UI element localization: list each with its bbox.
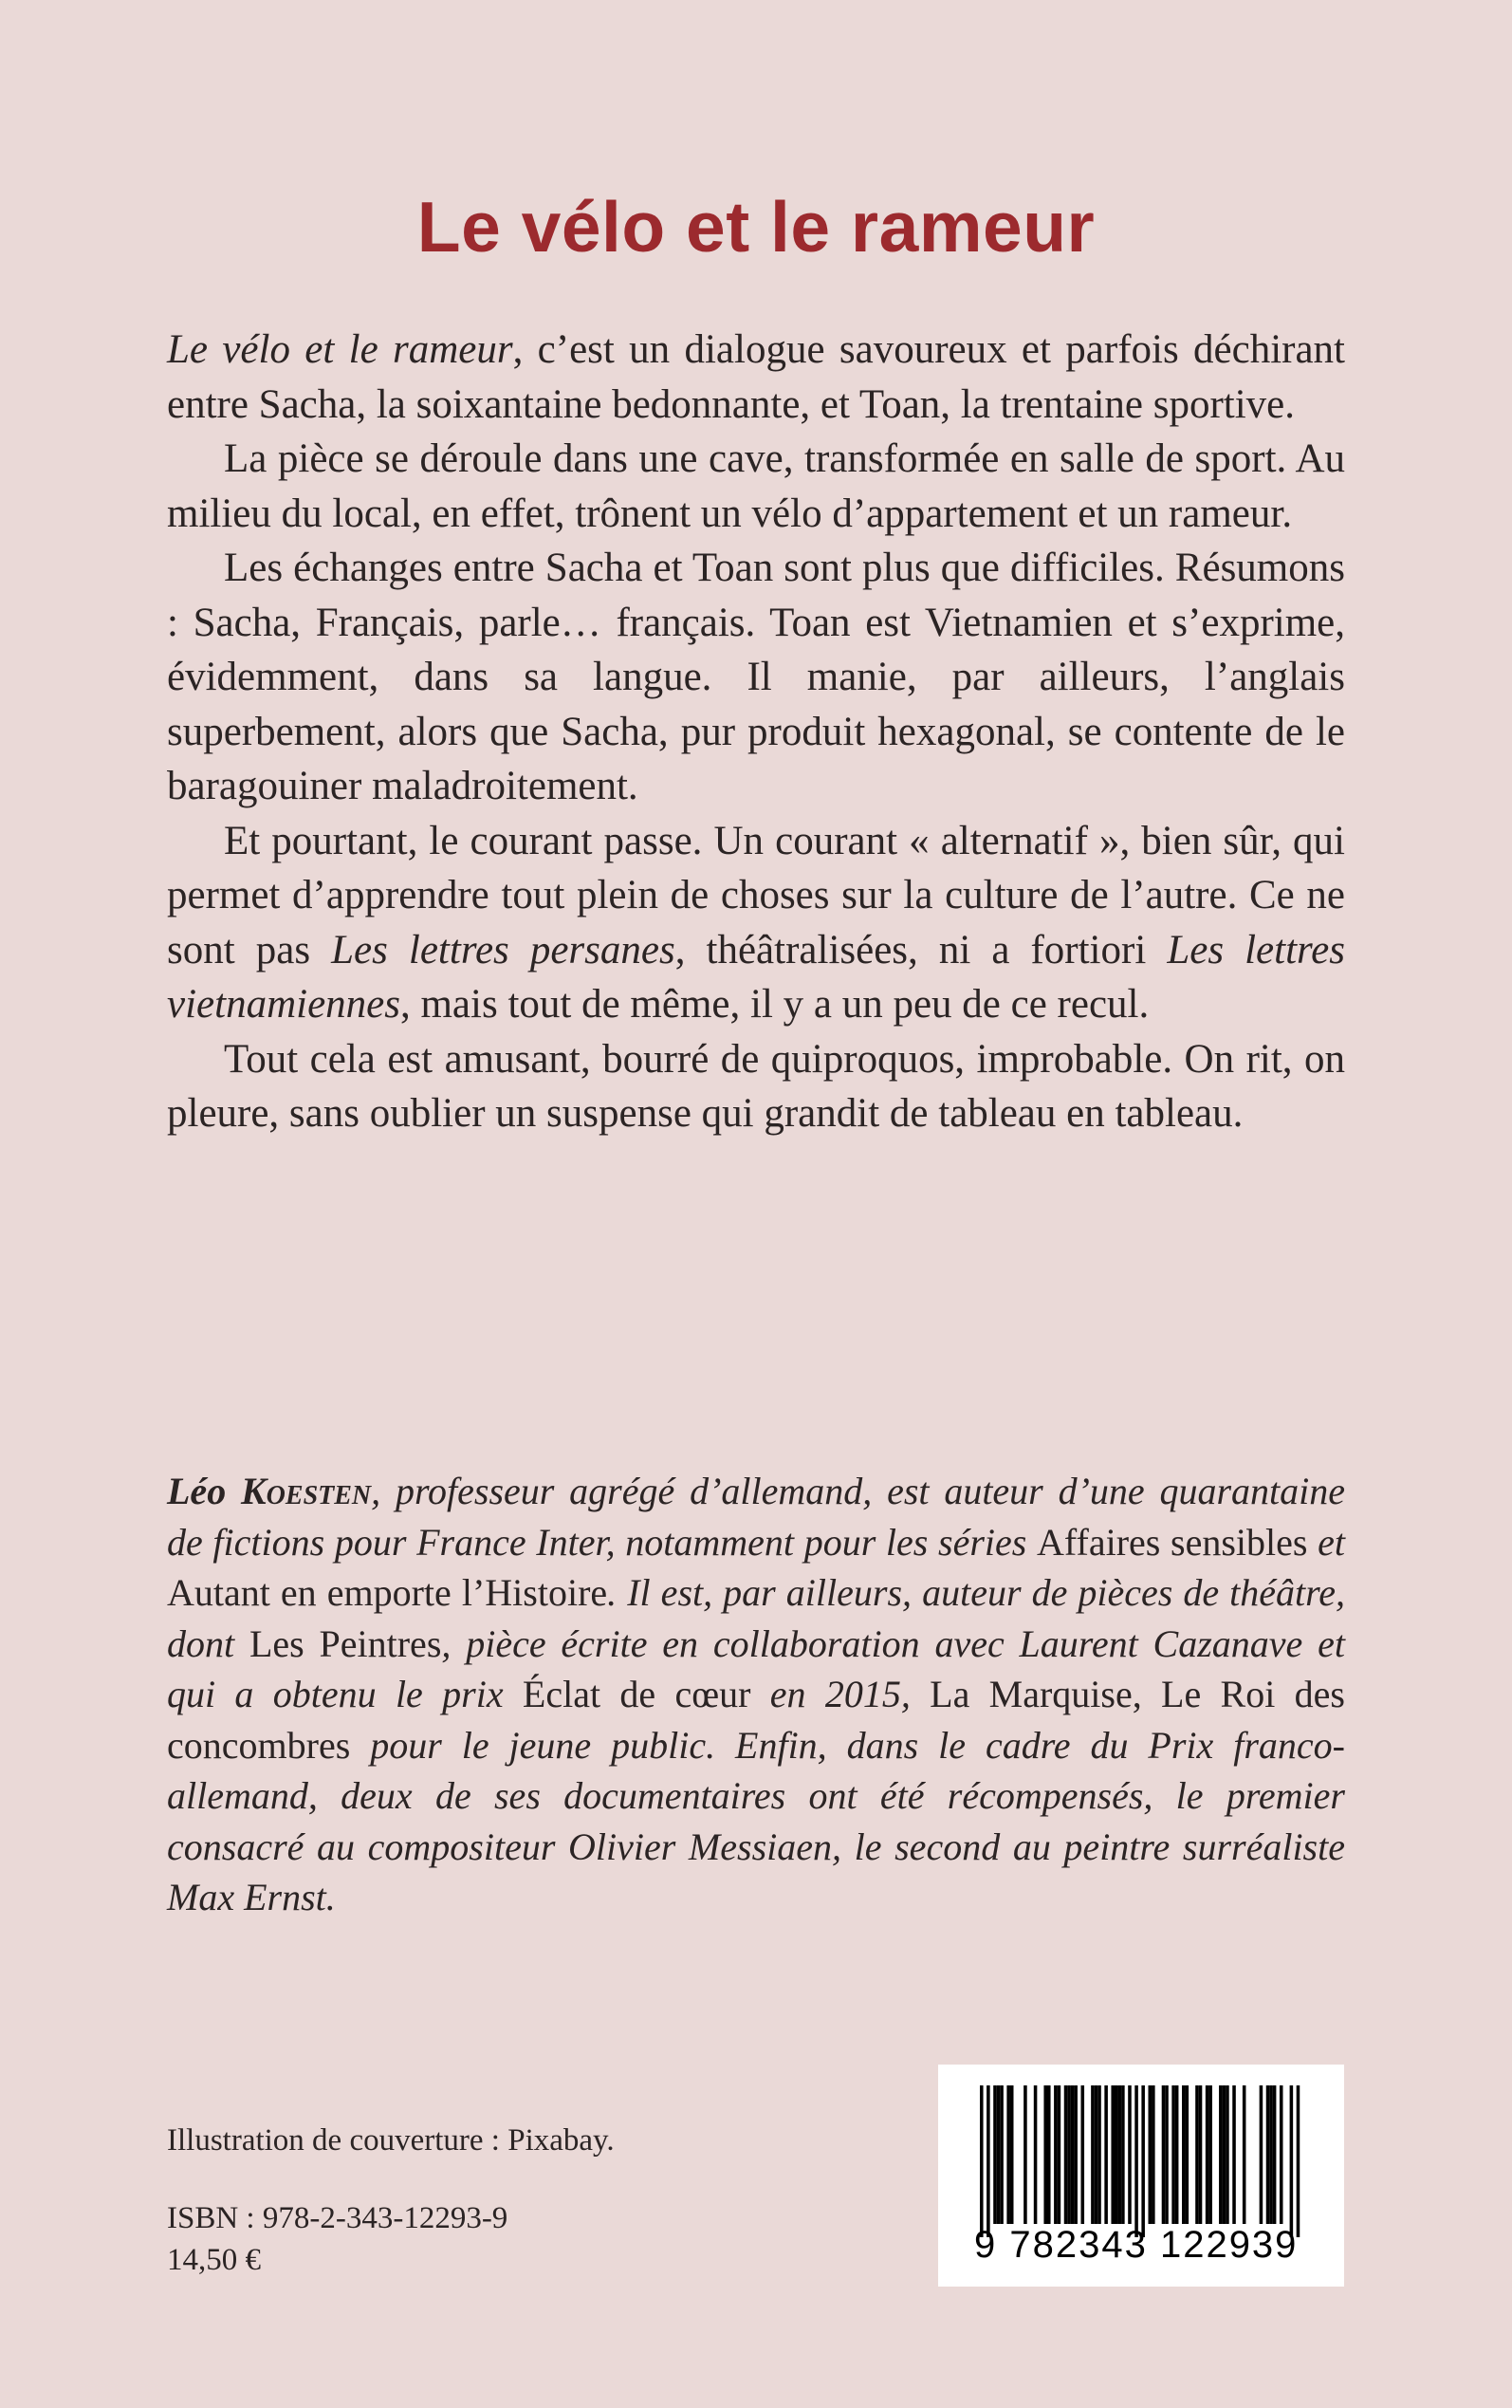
barcode-bar — [1260, 2085, 1263, 2224]
barcode-bar — [1280, 2085, 1283, 2224]
blurb-text: , mais tout de même, il y a un peu de ce recul. — [399, 982, 1150, 1027]
price: 14,50 € — [167, 2243, 261, 2277]
blurb — [167, 323, 1345, 1141]
barcode-bar — [1010, 2085, 1014, 2224]
barcode-bar — [1121, 2085, 1125, 2224]
barcode-bar — [980, 2085, 984, 2237]
author-last-name: Koesten — [241, 1470, 372, 1512]
bio-text: et — [1307, 1520, 1345, 1564]
barcode-bar — [1043, 2085, 1047, 2224]
bio-work-title: Autant en emporte l’Histoire — [167, 1571, 608, 1614]
barcode-bar — [1081, 2085, 1085, 2224]
blurb-paragraph — [167, 323, 1345, 432]
barcode-bar — [1111, 2085, 1115, 2224]
blurb-paragraph — [167, 814, 1345, 1032]
blurb-text: , théâtralisées, ni a fortiori — [674, 927, 1168, 972]
barcode-bar — [1219, 2085, 1223, 2224]
barcode-bar — [1232, 2085, 1236, 2224]
barcode-bar — [1226, 2085, 1229, 2224]
blurb-work-title: Les lettres vietnamiennes — [167, 927, 1345, 1027]
barcode-bar — [1034, 2085, 1038, 2224]
bio-text: en 2015, — [750, 1673, 931, 1715]
barcode-bar — [1067, 2085, 1071, 2224]
barcode — [938, 2065, 1344, 2287]
barcode-bar — [1074, 2085, 1078, 2224]
illustration-credit: Illustration de couverture : Pixabay. — [167, 2123, 615, 2158]
bio-text: . Il est, par ailleurs, auteur de pièces de théâtre, dont — [167, 1571, 1345, 1665]
barcode-bar — [1273, 2085, 1277, 2224]
author-first-name: Léo — [167, 1470, 241, 1512]
barcode-bar — [1182, 2085, 1186, 2224]
barcode-bar — [997, 2085, 1001, 2224]
isbn: ISBN : 978-2-343-12293-9 — [167, 2201, 508, 2235]
barcode-bar — [1064, 2085, 1068, 2224]
book-title: Le vélo et le rameur — [416, 187, 1096, 268]
author-bio — [167, 1466, 1345, 1923]
barcode-bar — [993, 2085, 997, 2224]
author-name — [167, 1470, 371, 1512]
bio-text: , professeur agrégé d’allemand, est auteur d’une quarantaine de fictions pour France Inter, notamment pour les séries — [167, 1470, 1345, 1564]
barcode-bar — [1162, 2085, 1166, 2224]
barcode-bar — [1023, 2085, 1027, 2224]
barcode-bar — [1165, 2085, 1169, 2224]
barcode-bar — [1128, 2085, 1132, 2224]
barcode-bar — [1071, 2085, 1075, 2224]
barcode-bar — [1047, 2085, 1051, 2224]
spacer — [167, 2159, 615, 2199]
barcode-bar — [1208, 2085, 1212, 2224]
barcode-bar — [1091, 2085, 1095, 2224]
barcode-bar — [1152, 2085, 1155, 2224]
barcode-bar — [1175, 2085, 1179, 2224]
bio-work-title: Affaires sensibles — [1037, 1520, 1308, 1564]
barcode-bar — [1195, 2085, 1199, 2224]
barcode-bar — [1206, 2085, 1209, 2224]
blurb-paragraph: La pièce se déroule dans une cave, transformée en salle de sport. Au milieu du local, en effet, trônent un vélo d’appartement et un rameur. — [167, 436, 1345, 536]
barcode-digits: 9 782343 122939 — [974, 2224, 1299, 2266]
barcode-bar — [1149, 2085, 1152, 2224]
blurb-work-title: Les lettres persanes — [331, 927, 675, 972]
credits — [167, 2121, 615, 2279]
blurb-text: Et pourtant, le courant passe. Un courant « alternatif », bien sûr, qui permet d’apprendre tout plein de choses sur la culture de l’autre. Ce ne sont pas — [167, 818, 1345, 972]
barcode-bar — [1000, 2085, 1004, 2224]
barcode-bar — [1243, 2085, 1246, 2224]
blurb-text: , c’est un dialogue savoureux et parfois déchirant entre Sacha, la soixantaine bedonnante, et Toan, la trentaine sportive. — [167, 327, 1345, 427]
bio-text: pour le jeune public. Enfin, dans le cadre du Prix franco-allemand, deux de ses documentaires ont été récompensés, le premier consacré au compositeur Olivier Messiaen, le second au peintre surréaliste Max Ernst. — [167, 1723, 1345, 1918]
barcode-bar — [1104, 2085, 1108, 2224]
bio-work-title: La Marquise, Le Roi des concombres — [167, 1673, 1345, 1767]
blurb-paragraph: Les échanges entre Sacha et Toan sont plus que difficiles. Résumons : Sacha, Français, parle… français. Toan est Vietnamien et s’exprime, évidemment, dans sa langue. Il manie, par ailleurs, l’anglais superbement, alors que Sacha, pur produit hexagonal, se contente de le baragouiner maladroitement. — [167, 546, 1345, 808]
bio-text: , pièce écrite en collaboration avec Laurent Cazanave et qui a obtenu le prix — [167, 1621, 1345, 1715]
barcode-bar — [1058, 2085, 1061, 2224]
barcode-bar — [1115, 2085, 1118, 2224]
barcode-bar — [1054, 2085, 1058, 2224]
barcode-bar — [986, 2085, 990, 2237]
barcode-bar — [1186, 2085, 1189, 2224]
barcode-bar — [1141, 2085, 1145, 2237]
barcode-bar — [1118, 2085, 1122, 2224]
barcode-bar — [1199, 2085, 1203, 2224]
bio-paragraph — [167, 1466, 1345, 1923]
barcode-bar — [1134, 2085, 1138, 2237]
bio-work-title: Les Peintres — [249, 1621, 442, 1665]
barcode-bar — [1006, 2085, 1010, 2224]
barcode-bar — [1097, 2085, 1101, 2224]
barcode-bar — [1290, 2085, 1294, 2237]
blurb-paragraph: Tout cela est amusant, bourré de quiproquos, improbable. On rit, on pleure, sans oublier un suspense qui grandit de tableau en tableau. — [167, 1036, 1345, 1136]
barcode-bar — [1223, 2085, 1226, 2224]
barcode-bar — [1269, 2085, 1273, 2224]
barcode-bar — [1266, 2085, 1270, 2224]
bio-work-title: Éclat de cœur — [522, 1673, 751, 1715]
barcode-bar — [1297, 2085, 1300, 2237]
barcode-bar — [1171, 2085, 1175, 2224]
blurb-title-italic: Le vélo et le rameur — [167, 327, 513, 372]
barcode-bar — [1095, 2085, 1098, 2224]
